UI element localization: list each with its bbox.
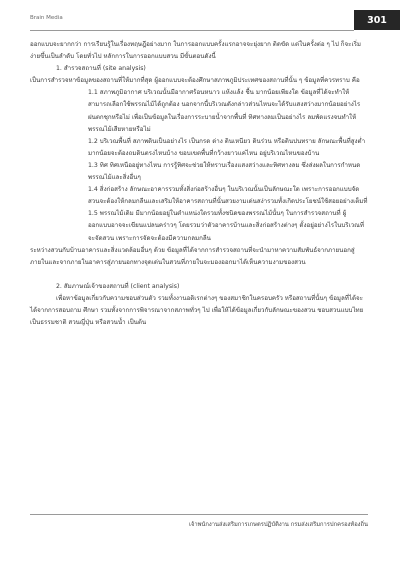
- paragraph-site-analysis: เป็นการสำรวจหาข้อมูลของสถานที่ให้มากที่สุด ผู้ออกแบบจะต้องศึกษาสภาพภูมิประเทศของสถานที่นั้น ๆ ข้อมูลที่ควรทราบ คือ: [30, 77, 360, 85]
- list-item-area: 1.2 บริเวณพื้นที่ สภาพดินเป็นอย่างไร เป็นกรด ด่าง ดินเหนียว ดินร่วน หรือดินปนทราย ลักษณะพื้นที่สูงต่ำมากน้อยจะต้องถมดินตรงไหนบ้าง ขอบเขตพื้นที่กว้างยาวแค่ไหน อยู่บริเวณไหนของบ้าน: [88, 137, 366, 157]
- paragraph-gap: [30, 269, 368, 281]
- footer-divider: [30, 514, 368, 515]
- paragraph-intro-continuation: ออกแบบจะยากกว่า การเรียนรู้ในเรื่องทฤษฎีอย่างมาก ในการออกแบบครั้งแรกอาจจะยุ่งยาก ติดขัด แต่ในครั้งต่อ ๆ ไป ก็จะเริ่มง่ายขึ้นเป็นลำดับ โดยทั่วไป หลักการในการออกแบบสวน มีขั้นตอนดังนี้: [30, 41, 362, 61]
- paragraph-client-analysis: เพื่อหาข้อมูลเกี่ยวกับความชอบส่วนตัว รวมทั้งงานอดิเรกต่างๆ ของสมาชิกในครอบครัว หรือสถานที่นั้นๆ ข้อมูลที่ได้จะได้จากการสอบถาม ศึกษา รวมทั้งจากการพิจารณาจากสภาพทั่วๆ ไป เพื่อให้ได้ข้อมูลเกี่ยวกับลักษณะของสวน ชอบสวนแบบไทยเป็นธรรมชาติ สวนญี่ปุ่น หรือสวนน้ำ เป็นต้น: [30, 294, 364, 327]
- list-item-buildings: 1.4 สิ่งก่อสร้าง ลักษณะอาคารรวมทั้งสิ่งก่อสร้างอื่นๆ ในบริเวณนั้นเป็นลักษณะใด เพราะการออกแบบจัดสวนจะต้องให้กลมกลืนและเสริมให้อาคารสถานที่นั้นสวยงามเด่นสง่ารวมทั้งเกิดประโยชน์ใช้สอยอย่างเต็มที่: [88, 186, 368, 206]
- header-divider: [30, 30, 354, 31]
- document-body: [30, 39, 368, 329]
- heading-site-analysis: 1. สำรวจสถานที่ (site analysis): [56, 65, 146, 73]
- paragraph-harmony: ระหว่างสวนกับบ้านอาคารและสิ่งแวดล้อมอื่นๆ ด้วย ข้อมูลที่ได้จากการสำรวจสถานที่จะนำมาหาความสัมพันธ์จากภายนอกสู่ภายในและจากภายในอาคารสู่ภายนอกทางจุดเด่นในสวนที่ภายในจะมองออกมาได้เห็นความงามของสวน: [30, 246, 355, 266]
- list-item-direction: 1.3 ทิศ ทิศเหนืออยู่ทางไหน การรู้ทิศจะช่วยให้ทราบเรื่องแสงสว่างและทิศทางลม ซึ่งส่งผลในการกำหนดพรรณไม้และสิ่งอื่นๆ: [88, 161, 361, 182]
- list-item-existing-plants: 1.5 พรรณไม้เดิม มีมากน้อยอยู่ในตำแหน่งใดรวมทั้งชนิดของพรรณไม้นั้นๆ ในการสำรวจสถานที่ ผู้ออกแบบอาจจะเขียนแปลนคร่าวๆ โดยรวมว่าตัวอาคารบ้านและสิ่งก่อสร้างต่างๆ ตั้งอยู่อย่างไรในบริเวณที่จะจัดสวน เพราะการจัดจะต้องมีความกลมกลืน: [88, 210, 364, 242]
- running-header-brand: Brain Media: [30, 15, 63, 21]
- heading-client-analysis: 2. สัมภาษณ์เจ้าของสถานที่ (client analysis): [56, 282, 180, 290]
- running-footer: เจ้าพนักงานส่งเสริมการเกษตรปฏิบัติงาน กรมส่งเสริมการปกครองท้องถิ่น: [188, 522, 368, 528]
- list-item-climate: 1.1 สภาพภูมิอากาศ บริเวณนั้นมีอากาศร้อนหนาว แห้งแล้ง ชื้น มากน้อยเพียงใด ข้อมูลที่ได้จะทำให้สามารถเลือกใช้พรรณไม้ได้ถูกต้อง นอกจากนี้บริเวณดังกล่าวส่วนไหนจะได้รับแสงสว่างมากน้อยอย่างไร ฝนตกชุกหรือไม่ เพื่อเป็นข้อมูลในเรื่องการระบายน้ำจากพื้นที่ ทิศทางลมเป็นอย่างไร ลมพัดแรงจนทำให้พรรณไม้เสียหายหรือไม่: [88, 89, 361, 133]
- page-number: 301: [354, 10, 400, 30]
